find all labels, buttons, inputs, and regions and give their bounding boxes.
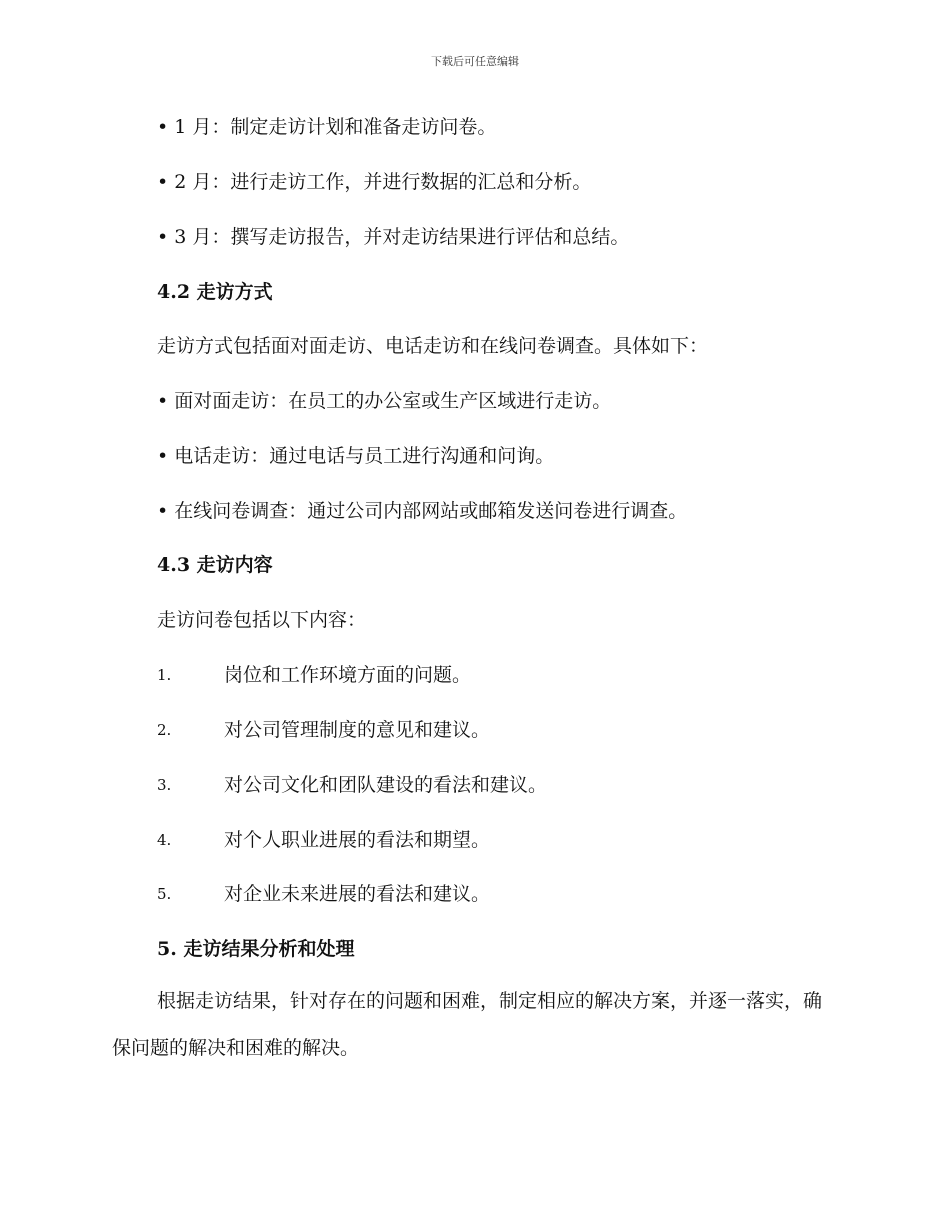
- list-item-text: 对公司管理制度的意见和建议。: [224, 719, 491, 741]
- list-item-number: 3.: [157, 776, 172, 794]
- list-item-number: 2.: [157, 721, 172, 739]
- list-item-text: 岗位和工作环境方面的问题。: [224, 664, 472, 686]
- section-heading-4-2: 4.2 走访方式: [157, 281, 273, 303]
- page-header: 下载后可任意编辑: [431, 55, 519, 68]
- schedule-item-january: • 1 月：制定走访计划和准备走访问卷。: [157, 116, 497, 138]
- list-item-text: 对公司文化和团队建设的看法和建议。: [224, 774, 548, 796]
- method-item-phone: • 电话走访：通过电话与员工进行沟通和问询。: [157, 445, 555, 467]
- list-item-number: 5.: [157, 885, 172, 903]
- method-item-face-to-face: • 面对面走访：在员工的办公室或生产区域进行走访。: [157, 390, 612, 412]
- section-heading-5: 5. 走访结果分析和处理: [157, 938, 355, 960]
- schedule-item-february: • 2 月：进行走访工作，并进行数据的汇总和分析。: [157, 171, 592, 193]
- section-5-paragraph: 根据走访结果，针对存在的问题和困难，制定相应的解决方案，并逐一落实，确保问题的解决和困难的解决。: [112, 990, 823, 1059]
- method-item-online-survey: • 在线问卷调查：通过公司内部网站或邮箱发送问卷进行调查。: [157, 500, 688, 522]
- list-item-text: 对企业未来进展的看法和建议。: [224, 883, 491, 905]
- list-item-text: 对个人职业进展的看法和期望。: [224, 829, 491, 851]
- list-item-number: 4.: [157, 831, 172, 849]
- section-4-3-intro: 走访问卷包括以下内容：: [157, 609, 367, 631]
- section-heading-4-3: 4.3 走访内容: [157, 554, 273, 576]
- schedule-item-march: • 3 月：撰写走访报告，并对走访结果进行评估和总结。: [157, 226, 630, 248]
- section-4-2-intro: 走访方式包括面对面走访、电话走访和在线问卷调查。具体如下：: [157, 335, 709, 357]
- list-item-number: 1.: [157, 666, 172, 684]
